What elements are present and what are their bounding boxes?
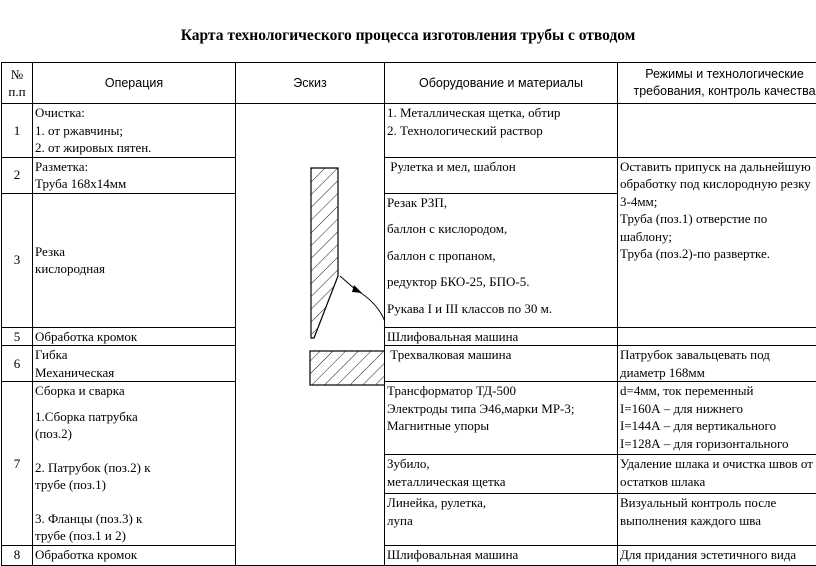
equipment-line: 1. Металлическая щетка, обтир <box>387 104 617 122</box>
angle-arc <box>356 290 385 339</box>
header-operation: Операция <box>33 63 236 104</box>
row-number: 8 <box>2 545 33 565</box>
spacer <box>35 494 235 510</box>
operation-cell <box>33 327 236 346</box>
operation-line: 1. от ржавчины; <box>35 122 235 140</box>
operation-line: Резка <box>35 243 235 261</box>
table-row <box>2 157 816 193</box>
table-row <box>2 545 816 565</box>
equipment-cell <box>385 455 618 494</box>
operation-line: кислородная <box>35 260 235 278</box>
equipment-line: Зубило, <box>387 455 617 473</box>
row-number: 1 <box>2 104 33 158</box>
header-row <box>2 63 816 104</box>
modes-cell <box>618 157 816 327</box>
equipment-line: Рукава I и III классов по 30 м. <box>387 300 617 318</box>
spacer <box>387 211 617 220</box>
operation-line: Очистка: <box>35 104 235 122</box>
table-row <box>2 346 816 382</box>
modes-cell <box>618 327 816 346</box>
header-modes: Режимы и технологические требования, контроль качества <box>618 63 816 104</box>
operation-cell <box>33 157 236 193</box>
equipment-line: Электроды типа Э46,марки МР-3; <box>387 400 617 418</box>
operation-line: Труба 168х14мм <box>35 175 235 193</box>
equipment-line: редуктор БКО-25, БПО-5. <box>387 273 617 291</box>
table-row <box>2 104 816 158</box>
header-sketch: Эскиз <box>236 63 385 104</box>
equipment-cell <box>385 382 618 455</box>
operation-line: 3. Фланцы (поз.3) к <box>35 510 235 528</box>
operation-line: трубе (поз.1 и 2) <box>35 527 235 545</box>
equipment-line: баллон с кислородом, <box>387 220 617 238</box>
operation-line: Сборка и сварка <box>35 382 235 400</box>
equipment-cell <box>385 104 618 158</box>
equipment-line: 2. Технологический раствор <box>387 122 617 140</box>
equipment-line: лупа <box>387 512 617 530</box>
table-row <box>2 327 816 346</box>
equipment-line: Шлифовальная машина <box>387 546 617 564</box>
operation-line: 2. Патрубок (поз.2) к <box>35 459 235 477</box>
row-number: 3 <box>2 193 33 327</box>
spacer <box>387 238 617 247</box>
row-number: 7 <box>2 382 33 546</box>
pipe-cut-sketch <box>236 104 385 549</box>
operation-cell <box>33 346 236 382</box>
modes-line: Труба (поз.1) отверстие по <box>620 210 816 228</box>
modes-cell <box>618 545 816 565</box>
modes-line: Труба (поз.2)-по развертке. <box>620 245 816 263</box>
equipment-cell <box>385 327 618 346</box>
lower-pipe-wall <box>310 351 385 385</box>
modes-line: I=160А – для нижнего <box>620 400 816 418</box>
operation-line: Механическая <box>35 364 235 382</box>
equipment-cell <box>385 157 618 193</box>
modes-line: 3-4мм; <box>620 193 816 211</box>
modes-line: Патрубок завальцевать под <box>620 346 816 364</box>
spacer <box>387 291 617 300</box>
modes-cell <box>618 494 816 545</box>
modes-line: Визуальный контроль после <box>620 494 816 512</box>
equipment-line: Трансформатор ТД-500 <box>387 382 617 400</box>
equipment-cell <box>385 545 618 565</box>
sketch-cell <box>236 104 385 566</box>
modes-cell <box>618 455 816 494</box>
modes-line: Оставить припуск на дальнейшую <box>620 158 816 176</box>
operation-cell <box>33 545 236 565</box>
modes-line: I=144А – для вертикального <box>620 417 816 435</box>
header-num: № п.п <box>2 63 33 104</box>
operation-line: Разметка: <box>35 158 235 176</box>
page-title: Карта технологического процесса изготовления трубы с отводом <box>0 27 816 45</box>
table-row <box>2 382 816 455</box>
spacer <box>387 264 617 273</box>
modes-cell <box>618 346 816 382</box>
modes-cell <box>618 104 816 158</box>
modes-line: остатков шлака <box>620 473 816 491</box>
upper-pipe-wall <box>311 168 338 339</box>
arrow-head-icon <box>352 285 362 293</box>
equipment-line: Магнитные упоры <box>387 417 617 435</box>
modes-line: диаметр 168мм <box>620 364 816 382</box>
equipment-line: Рулетка и мел, шаблон <box>387 158 617 176</box>
modes-line: Для придания эстетичного вида <box>620 546 816 564</box>
operation-line: Обработка кромок <box>35 546 235 564</box>
modes-line: шаблону; <box>620 228 816 246</box>
equipment-line: баллон с пропаном, <box>387 247 617 265</box>
equipment-cell <box>385 346 618 382</box>
equipment-cell <box>385 494 618 545</box>
operation-cell <box>33 193 236 327</box>
row-number: 5 <box>2 327 33 346</box>
modes-cell <box>618 382 816 455</box>
row-number: 2 <box>2 157 33 193</box>
spacer <box>35 400 235 408</box>
spacer <box>35 443 235 459</box>
modes-line: Удаление шлака и очистка швов от <box>620 455 816 473</box>
header-equipment: Оборудование и материалы <box>385 63 618 104</box>
equipment-line: Линейка, рулетка, <box>387 494 617 512</box>
equipment-line: Резак РЗП, <box>387 194 617 212</box>
operation-line: трубе (поз.1) <box>35 476 235 494</box>
operation-line: Обработка кромок <box>35 328 235 346</box>
equipment-line: Трехвалковая машина <box>387 346 617 364</box>
operation-cell <box>33 104 236 158</box>
operation-cell <box>33 382 236 546</box>
modes-line: обработку под кислородную резку <box>620 175 816 193</box>
modes-line: I=128А – для горизонтального <box>620 435 816 453</box>
equipment-line: металлическая щетка <box>387 473 617 491</box>
modes-line: d=4мм, ток переменный <box>620 382 816 400</box>
row-number: 6 <box>2 346 33 382</box>
modes-line: выполнения каждого шва <box>620 512 816 530</box>
operation-line: 2. от жировых пятен. <box>35 139 235 157</box>
equipment-line: Шлифовальная машина <box>387 328 617 346</box>
operation-line: Гибка <box>35 346 235 364</box>
process-table <box>1 62 816 566</box>
operation-line: (поз.2) <box>35 425 235 443</box>
operation-line: 1.Сборка патрубка <box>35 408 235 426</box>
equipment-cell <box>385 193 618 327</box>
